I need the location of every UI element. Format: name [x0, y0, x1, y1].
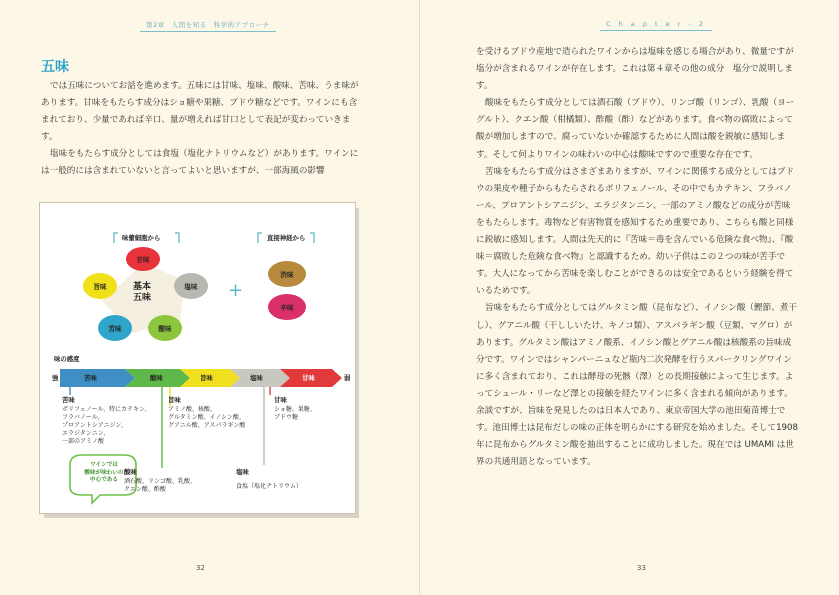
right-paragraph-1: を受けるブドウ産地で造られたワインからは塩味を感じる場合があり、微量ですが塩分が含まれるワインが存在します。これは第４章その他の成分 塩分で説明します。 [476, 47, 794, 92]
right-body-text [476, 44, 798, 471]
arrow-label-salty: 塩味 [250, 374, 263, 382]
folio-right: 33 [637, 564, 646, 572]
sensitivity-title: 味の感度 [54, 355, 80, 363]
label-taste-cells: 味蕾細胞から [122, 234, 161, 242]
arrow-label-sour: 酸味 [150, 374, 163, 382]
label-direct-nerve: 直接神経から [267, 234, 306, 242]
right-paragraph-3: 苦味をもたらす成分はさまざまありますが、ワインに関係する成分としてはブドウの果皮や種子からもたらされるポリフェノール、その中でもカテキン、フラバノール、プロアントシアニジン、エラジタンニン、一部のアミノ酸などの成分が苦味をもたらします。毒物など有害物質を感知するため重要であり、こちらも酸と同様に鋭敏に感知します。人間は先天的に『苦味＝毒を含んでいる危険な食べ物』、『酸味＝腐敗した危険な食べ物』と認識するため、幼い子供はこの２つの味が苦手です。大人になってから苦味を楽しむことができるのは安全であるという経験を得ているためです。 [476, 166, 795, 297]
circle-astringent: 渋味 [268, 261, 306, 287]
circle-salty: 塩味 [174, 273, 208, 299]
center-label: 基本 五味 [133, 282, 152, 303]
arrow-label-sweet: 甘味 [302, 374, 315, 382]
running-head-right: C h a p t e r - 2 [600, 20, 712, 31]
running-head-left: 第2章 人間を知る 科学的アプローチ [140, 20, 276, 32]
section-title: 五味 [41, 59, 69, 75]
left-paragraph-2: 塩味をもたらす成分としては食塩（塩化ナトリウムなど）があります。ワインには一般的には含まれていないと言ってよいと思いますが、一部海風の影響 [41, 149, 359, 177]
right-paragraph-4: 旨味をもたらす成分としてはグルタミン酸（昆布など）、イノシン酸（鰹節、煮干し）、グアニル酸（干ししいたけ、キノコ類）、アスパラギン酸（豆類、マグロ）があります。グルタミン酸はアミノ酸系、イノシン酸とグアニル酸は核酸系の旨味成分です。ワインではシャンパーニュなど瓶内二次発酵を行うスパークリングワインに多く含まれており、これは酵母の死骸（澤）との長期接触によって生じます。よってシュール・リーなど澤との接触を経たワインに多く含まれる傾向があります。余談ですが、旨味を発見したのは日本人であり、東京帝国大学の池田菊苗博士です。池田博士は昆布だしの味の正体を明らかにする研究を始めました。そして1908 年に昆布からグルタミン酸を抽出することに成功しました。現在では UMAMI は世界の共通用語となっています。 [476, 303, 798, 468]
sweet-title: 甘味 [274, 396, 287, 404]
left-paragraph-1: では五味についてお話を進めます。五味には甘味、塩味、酸味、苦味、うま味があります。甘味をもたらす成分はショ糖や果糖、ブドウ糖などです。ワインにも含まれており、少量であれば辛口、量が増えれば甘口として表記が変わっていきます。 [41, 81, 359, 143]
arrow-label-bitter: 苦味 [84, 374, 97, 382]
bitter-items: ポリフェノール、特にカテキン、 フラバノール、 プロアントシアニジン、 エラジタンニン、 一部のアミノ酸 [62, 406, 151, 445]
left-page [0, 0, 419, 595]
five-tastes-figure [39, 202, 356, 514]
label-strong: 強 [52, 374, 59, 382]
circle-spicy: 辛味 [268, 294, 306, 320]
sour-title: 酸味 [124, 468, 137, 476]
label-weak: 弱 [344, 374, 351, 382]
sweet-items: ショ糖、果糖、 ブドウ糖 [274, 406, 316, 421]
plus-sign: + [228, 280, 244, 301]
umami-items: アミノ酸、核酸、 グルタミン酸、イノシン酸、 グアニル酸、アスパラギン酸 [168, 406, 246, 429]
left-body-text [41, 78, 361, 181]
right-paragraph-2: 酸味をもたらす成分としては酒石酸（ブドウ）、リンゴ酸（リンゴ）、乳酸（ヨーグルト）、クエン酸（柑橘類）、酢酸（酢）などがあります。食べ物の腐敗によって酸が増加しますので、腐っていないか確認するために人間は酸を鋭敏に感知します。そして何よりワインの味わいの中心は酸味ですので重要な存在です。 [476, 98, 795, 160]
circle-bitter: 苦味 [98, 315, 132, 341]
salty-items: 食塩（塩化ナトリウム） [236, 483, 302, 490]
arrow-label-umami: 旨味 [200, 374, 213, 382]
sour-items: 酒石酸、リンゴ酸、乳酸、 クエン酸、酢酸 [124, 478, 197, 493]
circle-sweet: 甘味 [126, 247, 160, 271]
circle-sour: 酸味 [148, 315, 182, 341]
speech-bubble-text: ワインでは 酸味が味わいの 中心である [84, 462, 124, 483]
folio-left: 32 [196, 564, 205, 572]
bitter-title: 苦味 [62, 396, 75, 404]
circle-umami: 旨味 [83, 273, 117, 299]
umami-title: 旨味 [168, 396, 181, 404]
salty-title: 塩味 [236, 468, 249, 476]
